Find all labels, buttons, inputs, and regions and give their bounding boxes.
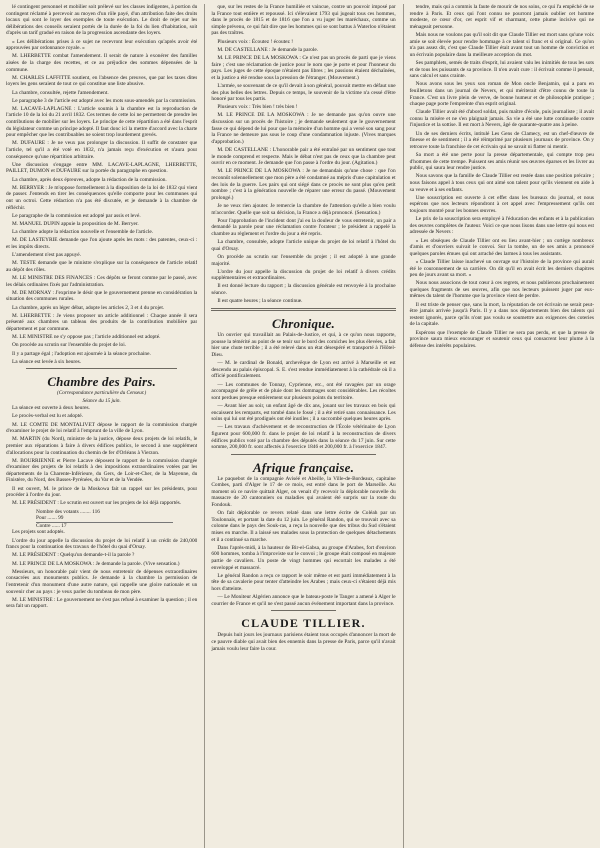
article-paragraph: Je ne veux rien ajouter. Je remercie la chambre de l'attention qu'elle a bien voulu m'accorder. Quelle que soit sa décision, la France a déjà prononcé. (Sensation.) [211,202,396,216]
article-paragraph: Il est donné lecture du rapport ; la discussion générale est renvoyée à la prochaine séance. [211,283,396,297]
article-paragraph: M. DE LASTEYRIE demande que l'on ajoute après les mots : des patentes, ceux-ci : et les impôts directs. [6,237,198,250]
article-paragraph: — Les travaux d'achèvement et de reconstruction de l'École vétérinaire de Lyon figurent pour 600,000 fr. dans le projet de loi relatif à la reconstruction de divers édifices publics voté par la chambre des députés dans la séance du 17 juin. Sur cette somme, 200,000 fr. sont affectés à l'exercice 1846 et 200,000 fr. à l'exercice 1847. [211,424,396,451]
article-paragraph: La chambre, après deux épreuves, adopte la rédaction de la commission. [12,176,167,183]
article-paragraph: M. LE MINISTRE DES FINANCES : Ces dépôts se feront comme par le passé, avec les délais ordinaires fixés par l'administration. [6,275,198,288]
article-paragraph: M. LE PRÉSIDENT : Quelqu'un demande-t-il la parole ? [12,552,135,559]
article-paragraph: Messieurs, un honorable pair vient de nous entretenir de dépenses extraordinaires consacrées aux monuments publics. Je demande à la chambre la permission de l'entretenir d'un monument d'une autre nature, qui rappelle une gloire nationale et un souvenir cher au pays : je veux parler du tombeau de mon père. [6,568,198,595]
article-paragraph: L'amendement n'est pas appuyé. [12,252,81,259]
chronique-items [211,332,395,450]
section-title-chambre-des-pairs: Chambre des Pairs. [47,374,157,390]
article-paragraph: — Avant hier au soir, un enfant âgé de dix ans, jouant sur les travaux en bois qui encaissent les remparts, est tombé dans le fossé ; il a été retiré sans connaissance. Les soins qui lui ont été prodigués ont été inutiles ; il a succombé quelques heures après. [211,402,396,423]
chamber-deputies-report [6,4,197,365]
session-date: Séance du 15 juin. [82,397,121,404]
article-paragraph: M. LE PRINCE DE LA MOSKOWA : Je ne demandais qu'une chose : que l'on reconnût solennellement que mon père a été condamné au mépris d'une capitulation et des lois de la guerre. Les pairs qui ont siégé dans ce procès ne sont plus qu'en petit nombre ; c'est à la génération nouvelle de réparer une erreur du passé. (Mouvement prolongé.) [211,168,396,201]
article-paragraph: La chambre, consultée, adopte l'article unique du projet de loi relatif à l'hôtel du quai d'Orsay. [211,239,396,252]
section-subtitle: (Correspondance particulière du Censeur.) [57,390,147,397]
article-paragraph: Plusieurs voix : Très bien ! très bien ! [217,104,298,111]
column-middle [204,4,395,848]
article-paragraph: Il est quatre heures ; la séance continue. [217,298,303,305]
article-paragraph: Nous savons que la famille de Claude Tillier est restée dans une position précaire ; nous faisons appel à tous ceux qui ont aimé son talent pour qu'ils viennent en aide à sa veuve et à ses enfants. [409,173,594,193]
article-paragraph: L'armée, se souvenant de ce qu'il devait à son général, pouvait mettre en défaut une des plus belles des lettres. Depuis ce temps, le souvenir de la victime n'a cessé d'être honoré par tous les partis. [211,82,396,103]
article-paragraph: Il y a partage égal ; l'adoption est ajournée à la séance prochaine. [12,350,151,357]
article-paragraph: M. LE COMTE DE MONTALIVET dépose le rapport de la commission chargée d'examiner le projet de loi relatif à l'emprunt de la ville de Lyon. [6,421,198,435]
article-paragraph: — M. le cardinal de Bonald, archevêque de Lyon est arrivé à Marseille et est descendu au palais épiscopal. S. E. s'est rendue immédiatement à la cathédrale où il a officié pontificalement. [211,360,396,380]
article-paragraph: tendre, mais qui a commis la faute de mourir de nos soins, ce qui l'a empêché de se rendre à Paris. Et ceux qui l'ont connu ne pourront jamais oublier cet homme modeste, ce cœur d'or, cet esprit vif et charmant, cette plume incisive qui ne ménageait personne. [409,4,594,30]
article-paragraph: Un de ses derniers écrits, intitulé Les Gens de Clamecy, est un chef-d'œuvre de finesse et de sentiment ; il a été réimprimé par plusieurs journaux de province. On y retrouve toute la franchise de cet écrivain qui ne savait ni flatter ni mentir. [409,130,594,150]
article-paragraph: lé contingent personnel et mobilier soit prélevé sur les classes indigentes, à portion du contingent réclamé à percevoir au moyen d'un rôle payé, d'un attribution faite des droits locaux qui sont le loyer des exemples de toute exécution. Le droit de rejet sur les délibérations des conseils seraient portés de la durée de la foi du lien d'habitation, soit d'après un tarif gradué en raison de la progression ascendante des loyers. [6,4,198,37]
article-paragraph: Une discussion s'engage entre MM. LACAVE-LAPLAGNE, LHERBETTE, PAILLET, DUMON et DUFAURE sur la portée du paragraphe en question. [6,161,198,175]
vote-count-line: Nombre des votants ........ 116 [36,508,100,515]
vote-count-line: Pour ....... 99 [36,515,64,522]
article-paragraph: M. LE PRINCE DE LA MOSKOWA : Je demande la parole. (Vive sensation.) [12,560,180,567]
article-paragraph: M. TESTE demande que le ministre s'explique sur la conséquence de l'article relatif au dépôt des rôles. [6,260,198,273]
claude-tillier-article [410,4,594,349]
article-paragraph: « Claude Tillier laisse inachevé un ouvrage sur l'histoire de la province qui aurait été le couronnement de sa carrière. On dit qu'il en avait écrit les derniers chapitres peu de jours avant sa mort. » [409,258,594,279]
article-paragraph: La chambre, après un léger débat, adopte les articles 2, 3 et 4 du projet. [12,304,165,311]
article-paragraph: M. DE CASTELLANE : L'honorable pair a été entraîné par un sentiment que tout le monde comprend et respecte. Mais le débat n'est pas de ceux que la chambre peut ouvrir en ce moment. Je demande que l'on passe à l'ordre du jour. (Agitation.) [211,147,396,167]
article-paragraph: Le général Randon a reçu ce rapport le soir même et est parti immédiatement à la tête de sa cavalerie pour tenter d'atteindre les Arabes ; mais ceux-ci s'étaient déjà mis hors d'atteinte. [211,572,396,592]
article-paragraph: M. DUFAURE : Je ne veux pas prolonger la discussion. Il suffit de constater que l'article, tel qu'il a été voté en 1832, n'a jamais reçu d'exécution et n'aura pour conséquence qu'une répartition arbitraire. [6,140,198,160]
article-paragraph: — Le Moniteur Algérien annonce que le bateau-poste le Tanger a amené à Alger le courrier de France et qu'il ne s'est passé aucun événement important dans la province. [211,594,396,607]
article-paragraph: M. LE PRINCE DE LA MOSKOWA : Ce n'est pas un procès de parti que je viens faire ; c'est une réclamation de justice pour le nom que je porte et pour l'honneur du pays. Les juges de cette époque n'étaient pas libres ; les passions étaient déchaînées, et la justice a été rendue sous la pression de l'étranger. (Mouvement.) [211,54,396,81]
article-paragraph: M. LE PRÉSIDENT : Le scrutin est ouvert sur les projets de loi déjà rapportés. [12,500,182,507]
article-paragraph: L'ordre du jour appelle la discussion du projet de loi relatif à un crédit de 240,000 francs pour la continuation des travaux de l'hôtel du quai d'Orsay. [6,537,198,551]
peers-report-continued [211,4,395,305]
article-paragraph: Le procès-verbal est lu et adopté. [12,413,83,420]
article-paragraph: M. CHARLES LAFFITTE soutient, en l'absence des preuves, que par les taxes dites loyers les gens seraient de tout ce qui constitue une liste abusive. [6,74,198,88]
section-divider [231,454,375,455]
column-right [403,4,594,848]
article-paragraph: On fait déplorable ce revers relaté dans une lettre écrite de Coléah par un Toulonnais, et portant la date du 12 juin. Le général Randon, qui se trouvait avec sa colonne dans le pays des Souk-ras, a reçu la nouvelle que des tribus du Sud s'étaient mises en marche. Il a laissé ses malades sous la protection de quelques détachements et il a continué sa marche. [211,510,396,543]
article-paragraph: Ses pamphlets, semés de traits d'esprit, lui avaient valu les inimitiés de tous les sots et de tous les puissants de sa province. Il n'en avait cure : il écrivait comme il pensait, sans calcul et sans crainte. [409,59,594,80]
article-paragraph: M. DE MORNAY : J'exprime le désir que le gouvernement prenne en considération la situation des communes rurales. [6,289,198,303]
article-paragraph: Un ouvrier qui travaillait au Palais-de-Justice, et qui, à ce qu'on nous rapporte, pousse la témérité au point de se tenir sur le bord des corniches les plus élevées, a fait hier une chute terrible ; il a été relevé dans un état désespéré et transporté à l'Hôtel-Dieu. [211,332,396,359]
article-paragraph: « Les délibérations prises à ce sujet ne recevront leur exécution qu'après avoir été approuvées par ordonnance royale. » [6,38,198,52]
chamber-peers-report [6,405,197,610]
article-paragraph: « Les obsèques de Claude Tillier ont eu lieu avant-hier ; un cortège nombreux d'amis et d'ouvriers suivait le convoi. Sur la tombe, un de ses amis a prononcé quelques paroles émues qui ont arraché des larmes à tous les assistants. [409,237,594,257]
article-paragraph: M. BERRYER : Je m'oppose formellement à la disposition de la loi de 1832 qui vient de passer. J'entends en tirer les conséquences qu'elle comporte pour les communes qui ont un octroi. Cette rédaction n'a pas été discutée, et je demande à la chambre de réfléchir. [6,184,198,211]
article-paragraph: Espérons que l'exemple de Claude Tillier ne sera pas perdu, et que la presse de province saura mieux encourager et soutenir ceux qui consacrent leur plume à la défense des intérêts populaires. [409,329,594,349]
article-paragraph: Le paragraphe 3 de l'article est adopté avec les mots sous-amendés par la commission. [12,97,197,104]
article-paragraph: M. MANUEL DUPIN appuie la proposition de M. Berryer. [12,220,139,227]
article-paragraph: La séance est levée à six heures. [12,358,81,365]
article-paragraph: Pour l'approbation de l'incident dont j'ai eu la douleur de vous entretenir, un pair a demandé la parole pour une réclamation contre l'orateur ; le président a rappelé la chambre au règlement et l'ordre du jour a été repris. [211,217,396,237]
article-paragraph: Le paragraphe de la commission est adopté par assis et levé. [12,212,141,219]
section-divider [26,368,177,369]
article-paragraph: Le prix de la souscription sera employé à l'éducation des enfants et à la publication des œuvres complètes de l'auteur. Voici ce que nous lisons dans une lettre qui nous est adressée de Nevers : [409,216,594,236]
article-paragraph: Plusieurs voix : Écoutez ! écoutez ! [217,38,294,45]
article-paragraph: Nous nous associons de tout cœur à ces regrets, et nous publierons prochainement quelques fragments de ses œuvres, afin que nos lecteurs puissent juger par eux-mêmes du talent de l'homme que la province vient de perdre. [409,280,594,300]
article-paragraph: Sa mort a été une perte pour la presse départementale, qui compte trop peu d'hommes de cette trempe. Puissent ses amis réunir ses œuvres éparses et les livrer au public, qui saura leur rendre justice. [409,152,594,172]
article-paragraph: que, sur les restes de la France humiliée et vaincue, contre un pouvoir imposé par la France tout entière et repoussé. Ici s'élevaient 1793 qui jugeait tous ces hommes, dans le procès de 1815 et de 1816 que l'on a vu juger les maréchaux, comme un simple prévenu, ce qui fait dire que les hommes qui se sont battus à Waterloo n'étaient pas des traîtres. [211,4,396,37]
article-paragraph: La chambre adopte la rédaction nouvelle et l'ensemble de l'article. [12,229,154,236]
vote-count-line: Contre ...... 17 [36,522,173,530]
section-divider [271,610,335,611]
article-paragraph: L'ordre du jour appelle la discussion du projet de loi relatif à divers crédits supplémentaires et extraordinaires. [211,268,396,282]
article-paragraph: Depuis huit jours les journaux parisiens étaient tous occupés d'annoncer la mort de ce pauvre diable qui avait bien des ennemis dans la presse de Paris, parce qu'il n'avait jamais voulu leur faire la cour. [211,632,396,652]
article-paragraph: M. BOURRIENNE et Pierre Lacave déposent le rapport de la commission chargée d'examiner des projets de loi relatifs à des impositions extraordinaires votées par les départements de la Charente-Inférieure, du Gers, de Loir-et-Cher, de la Mayenne, du Finistère, du Nord, des Basses-Pyrénées, du Var et de la Vendée. [6,457,198,484]
article-paragraph: M. LHERBETTE : Je viens proposer un article additionnel : Chaque année il sera présenté aux chambres un tableau des produits de la contribution mobilière par département et par commune. [6,312,198,332]
article-paragraph: M. LE MINISTRE : Le gouvernement ne s'est pas refusé à examiner la question ; il en sera fait un rapport. [6,596,198,610]
section-title-afrique-francaise: Afrique française. [252,459,355,475]
article-paragraph: — Les communes de Tonnay, Cyprienne, etc., ont été ravagées par un orage accompagné de grêle et de pluie dont les dommages sont considérables. Les récoltes sont perdues presque entièrement sur plusieurs points du territoire. [211,381,396,401]
article-paragraph: Il est ouvert, M. le prince de la Moskowa fait un rappel sur les présidents, pour procéder à l'ordre du jour. [6,485,198,499]
article-paragraph: On procède au scrutin sur l'ensemble du projet ; il est adopté à une grande majorité. [211,253,396,267]
article-paragraph: On procède au scrutin sur l'ensemble du projet de loi. [12,342,127,349]
article-paragraph: M. MARTIN (du Nord), ministre de la justice, dépose deux projets de loi relatifs, le premier aux réparations à faire à divers édifices publics, le second à une supplément d'allocations pour la continuation du chemin de fer d'Orléans à Vierzon. [6,436,198,456]
article-paragraph: Il est triste de penser que, sans la mort, la réputation de cet écrivain ne serait peut-être jamais arrivée jusqu'à Paris. Il y a dans nos départements bien des talents qui restent ignorés, parce qu'ils n'ont pas voulu se soumettre aux exigences des coteries de la capitale. [409,301,594,328]
article-paragraph: M. LE PRINCE DE LA MOSKOWA : Je ne demande pas qu'on ouvre une discussion sur un procès de l'histoire ; je demande seulement que le gouvernement fasse ce qui dépend de lui pour que la mémoire d'un homme qui a versé son sang pour la France ne demeure pas sous le coup d'une condamnation injuste. (Vives marques d'approbation.) [211,112,396,145]
article-paragraph: Dans l'après-midi, à la hauteur de Bir-el-Gabsa, au groupe d'Arabes, fort d'environ 600 hommes, tomba à l'improviste sur le convoi ; le groupe était composé en majeure partie de cavaliers. Un poste de vingt hommes qui escortait les malades a été enveloppé et massacré. [211,544,396,571]
article-paragraph: Le paquebot de la compagnie Aviséé et Abeille, la Ville-de-Bordeaux, capitaine Combes, parti d'Alger le 17 de ce mois, est entré dans le port de Marseille. Au moment où ce navire quittait Alger, on venait d'y recevoir la déplorable nouvelle du massacre de 20 cantonniers ou maladies qui avaient été surpris sur la route du Fondouk. [211,475,396,509]
article-paragraph: Une souscription est ouverte à cet effet dans les bureaux du journal, et nous espérons que nos lecteurs répondront à cet appel avec l'empressement qu'ils ont toujours montré pour les bonnes œuvres. [409,194,594,214]
article-paragraph: Mais nous ne voulons pas qu'il soit dit que Claude Tillier est mort sans qu'une voix amie se soit élevée pour rendre hommage à ce talent si franc et si original. Ce qu'on n'a pas assez dit, c'est que Claude Tillier était avant tout un homme de conviction et un écrivain populaire dans la meilleure acception du mot. [409,31,594,58]
article-paragraph: M. LE MINISTRE ne s'y oppose pas ; l'article additionnel est adopté. [12,334,161,341]
column-left [6,4,197,848]
claude-tillier-intro [211,632,395,652]
article-paragraph: M. LACAVE-LAPLAGNE : L'article soumis à la chambre est la reproduction de l'article 10 de la loi du 21 avril 1832. Ces termes de cette loi ne permettent de prendre les contributions de mobilier sur les loyers. Le principe de cette répartition a été dans l'esprit du législateur comme un principe adopté. Il faut donc ici la mettre d'accord avec la charte pour empêcher que les contribuables ne soient trop lourdement grevés. [6,105,198,139]
article-paragraph: M. LHERBETTE combat l'amendement. Il serait de nature à exonérer des familles aisées de la charge des recettes, et ce au préjudice des sommes dépensées de la commune. [6,53,198,73]
article-paragraph: Claude Tillier avait été d'abord soldat, puis maître d'école, puis journaliste ; il avait connu la misère et ne s'en plaignait jamais. Sa vie a été une lutte continuelle contre l'injustice et la sottise. Il est mort à Nevers, âgé de quarante-quatre ans à peine. [409,109,594,129]
article-paragraph: M. DE CASTELLANE : Je demande la parole. [217,46,319,53]
article-paragraph: Les projets sont adoptés. [12,529,65,536]
article-paragraph: La chambre, consultée, rejette l'amendement. [12,89,109,96]
section-divider [211,308,395,311]
article-paragraph: La séance est ouverte à deux heures. [12,405,90,412]
section-title-claude-tillier: CLAUDE TILLIER. [241,616,366,631]
section-title-chronique: Chronique. [271,316,336,332]
afrique-items [211,476,395,608]
article-paragraph: Nous avons sous les yeux son roman de Mon oncle Benjamin, qui a paru en feuilletons dans un journal de Nevers, et qui mériterait d'être connu de toute la France. C'est un livre plein de verve, de bonne humeur et de philosophie pratique ; chaque page porte l'empreinte d'un esprit original. [409,81,594,108]
